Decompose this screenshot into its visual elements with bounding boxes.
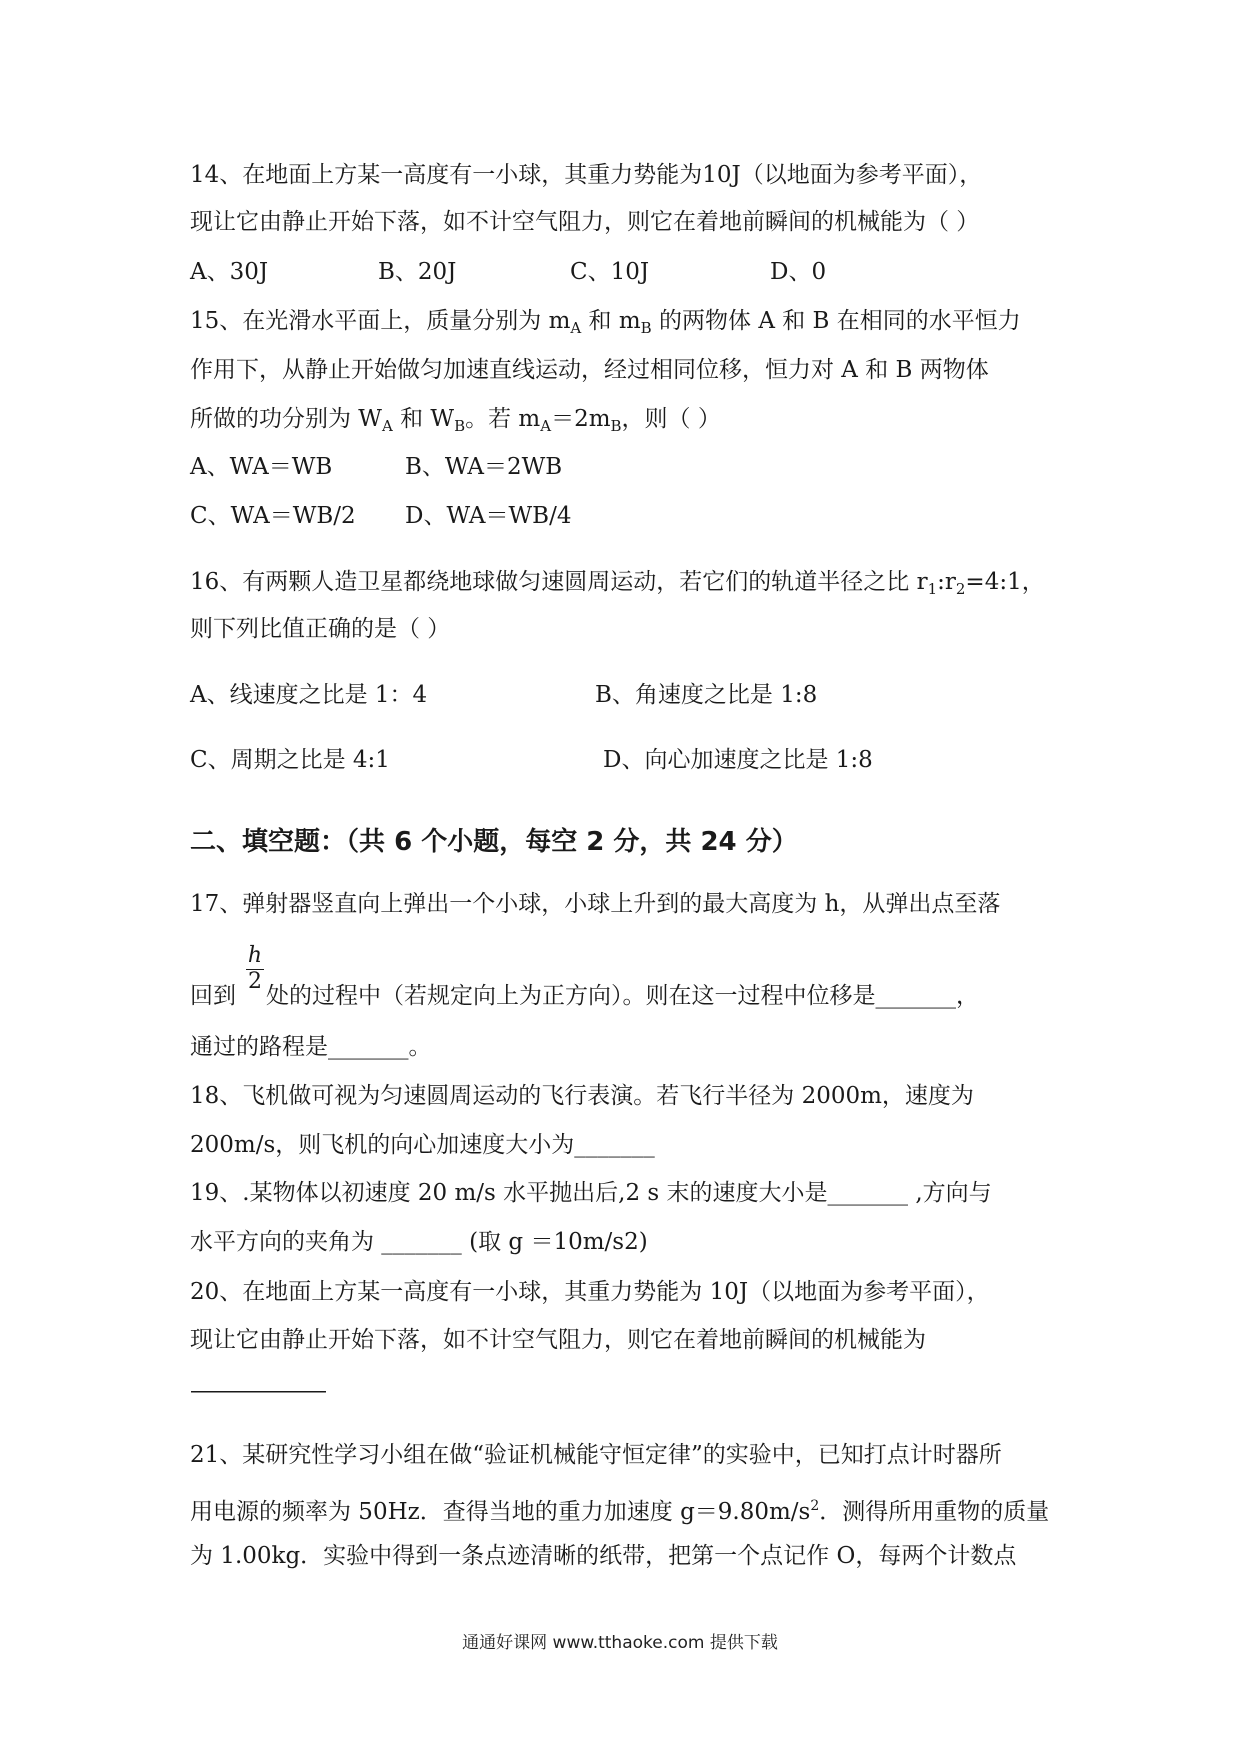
q14-option-d: D、0 [770,259,827,285]
q15-option-a: A、WA＝WB [190,454,333,480]
q14-option-a: A、30J [190,259,269,285]
q19-line1: 19、.某物体以初速度 20 m/s 水平抛出后,2 s 末的速度大小是_______ ,方向与 [190,1180,992,1206]
q21-line2: 用电源的频率为 50Hz．查得当地的重力加速度 $g=9.80m/s^2$．测得所用重物的质量 [190,1498,1050,1525]
q17-line3: 通过的路程是_______。 [190,1034,432,1060]
q15-line2: 作用下，从静止开始做匀加速直线运动，经过相同位移，恒力对 A 和 B 两物体 [190,357,989,383]
q15-option-d: D、WA＝WB/4 [405,503,572,529]
q16-option-c: C、周期之比是 4:1 [190,747,390,773]
q14-line2: 现让它由静止开始下落，如不计空气阻力，则它在着地前瞬间的机械能为（ ） [190,209,980,235]
q19-line2: 水平方向的夹角为 _______ (取 g ＝10m/s2) [190,1229,648,1255]
q18-line1: 18、飞机做可视为匀速圆周运动的飞行表演。若飞行半径为 2000m，速度为 [190,1083,974,1109]
q21-line1: 21、某研究性学习小组在做“验证机械能守恒定律”的实验中，已知打点计时器所 [190,1442,1002,1468]
q16-line2: 则下列比值正确的是（ ） [190,616,451,642]
q17-line2: 回到 处的过程中（若规定向上为正方向）。则在这一过程中位移是_______， [190,983,979,1009]
q21-line3: 为 1.00kg．实验中得到一条点迹清晰的纸带，把第一个点记作 O，每两个计数点 [190,1543,1017,1569]
q16-option-a: A、线速度之比是 1：4 [190,682,428,708]
q14-line1: 14、在地面上方某一高度有一小球，其重力势能为10J（以地面为参考平面）， [190,162,983,188]
q15-option-c: C、WA＝WB/2 [190,503,356,529]
q16-line1: 16、有两颗人造卫星都绕地球做匀速圆周运动，若它们的轨道半径之比 $r_1:r_2=4:1$， [190,569,1045,598]
section-heading: 二、填空题：（共 6 个小题，每空 2 分，共 24 分） [190,827,798,857]
q14-option-b: B、20J [378,259,457,285]
q15-option-b: B、WA＝2WB [405,454,563,480]
q15-line1: 15、在光滑水平面上，质量分别为 $m_A$ 和 $m_B$ 的两物体 A 和 B 在相同的水平恒力 [190,308,1021,337]
q17-line1: 17、弹射器竖直向上弹出一个小球，小球上升到的最大高度为 h，从弹出点至落 [190,891,1001,917]
q15-line3: 所做的功分别为 $W_A$ 和 $W_B$。若 $m_A=2m_B$，则（ ） [190,406,721,435]
q18-line2: 200m/s，则飞机的向心加速度大小为_______ [190,1132,655,1158]
q16-option-b: B、角速度之比是 1:8 [595,682,818,708]
q20-line2: 现让它由静止开始下落，如不计空气阻力，则它在着地前瞬间的机械能为 [190,1327,926,1353]
q16-option-d: D、向心加速度之比是 1:8 [603,747,873,773]
q20-line1: 20、在地面上方某一高度有一小球，其重力势能为 10J（以地面为参考平面）， [190,1279,990,1305]
fraction-numerator: h [247,943,263,968]
q14-option-c: C、10J [570,259,650,285]
fraction-denominator: 2 [248,969,262,994]
q20-answer-blank: ——————— [190,1378,323,1404]
page-footer: 通通好课网 www.tthaoke.com 提供下载 [462,1633,778,1653]
